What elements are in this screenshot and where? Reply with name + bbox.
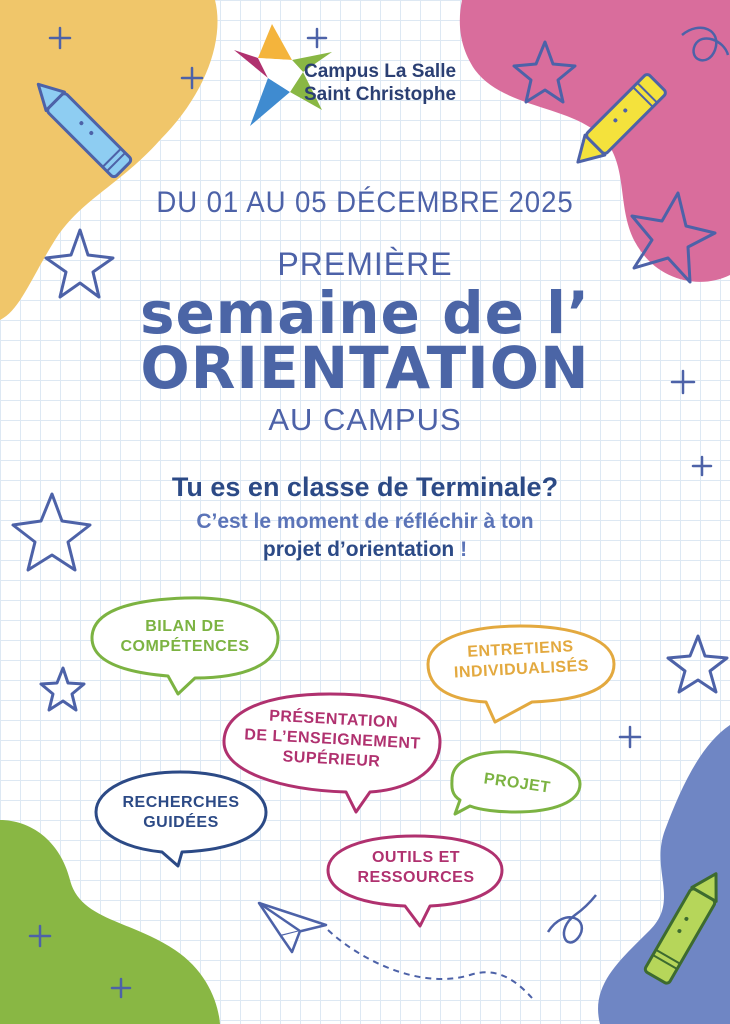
bubble-recherches-text (100, 793, 262, 833)
star-icon (41, 668, 84, 710)
plane-trail (328, 930, 532, 998)
plus-icon (620, 727, 640, 747)
bilan-line-2: COMPÉTENCES (120, 638, 250, 655)
outils-line-1: OUTILS ET (371, 849, 461, 866)
intro-line-3 (0, 538, 730, 562)
event-title-line-2: ORIENTATION (140, 334, 590, 402)
bubble-outils-text (334, 848, 498, 888)
intro-line-2: C’est le moment de réfléchir à ton (196, 510, 534, 533)
intro-line-3-end: ! (454, 538, 468, 561)
logo-line-1: Campus La Salle (304, 61, 457, 82)
event-kicker: PREMIÈRE (277, 246, 453, 282)
event-title-line-1: semaine de l’ (139, 279, 591, 347)
bubble-bilan-text (98, 617, 272, 657)
entretiens-line-2: INDIVIDUALISÉS (453, 657, 590, 682)
bubble-presentation-text (229, 705, 437, 776)
squiggle-icon (548, 895, 596, 942)
star-icon (668, 636, 727, 692)
bilan-line-1: BILAN DE (145, 618, 225, 635)
intro-emphasis: projet d’orientation (262, 538, 455, 561)
entretiens-line-1: ENTRETIENS (466, 638, 574, 661)
projet-label: PROJET (482, 770, 552, 797)
recherches-line-2: GUIDÉES (143, 814, 219, 831)
plus-icon (308, 29, 326, 47)
presentation-line-2: DE L’ENSEIGNEMENT (243, 726, 422, 753)
paper-plane-icon (259, 903, 326, 952)
presentation-line-3: SUPÉRIEUR (282, 748, 381, 771)
recherches-line-1: RECHERCHES (122, 794, 240, 811)
logo-line-2: Saint Christophe (304, 84, 457, 105)
event-dates: DU 01 AU 05 DÉCEMBRE 2025 (156, 186, 574, 219)
campus-logo[interactable] (304, 60, 456, 106)
outils-line-2: RESSOURCES (357, 869, 475, 886)
presentation-line-1: PRÉSENTATION (268, 707, 399, 732)
event-location: AU CAMPUS (268, 402, 462, 437)
intro-question: Tu es en classe de Terminale? (171, 472, 559, 502)
